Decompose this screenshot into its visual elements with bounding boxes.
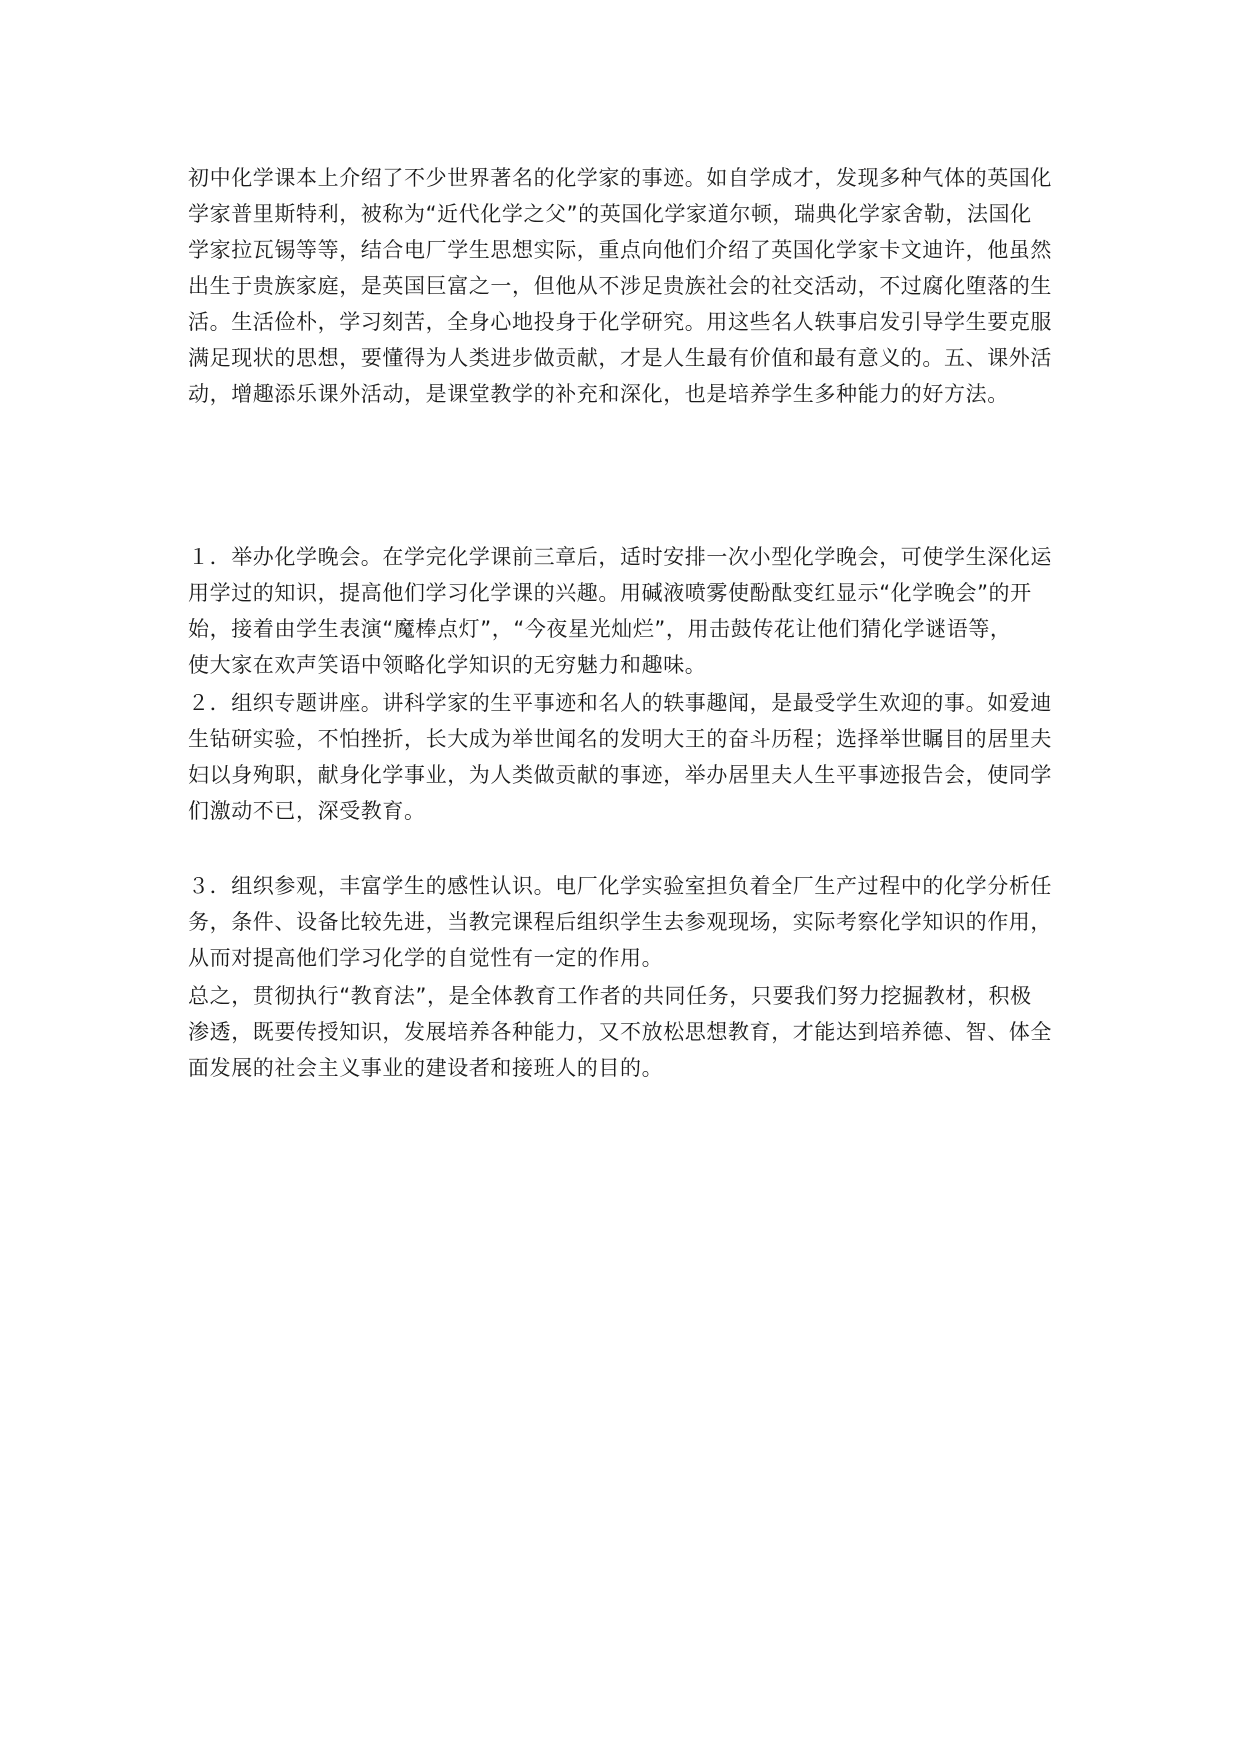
text-line: １．举办化学晚会。在学完化学课前三章后，适时安排一次小型化学晚会，可使学生深化运 [188,545,1052,569]
text-line: 学家普里斯特利，被称为“近代化学之父”的英国化学家道尔顿，瑞典化学家舍勒，法国化 [188,202,1032,226]
paragraph-chemistry-evening [188,539,1053,683]
text-line: 初中化学课本上介绍了不少世界著名的化学家的事迹。如自学成才，发现多种气体的英国化 [188,166,1052,190]
text-line: 出生于贵族家庭，是英国巨富之一，但他从不涉足贵族社会的社交活动，不过腐化堕落的生 [188,274,1052,298]
paragraph-special-lectures [188,685,1053,829]
text-line: 满足现状的思想，要懂得为人类进步做贡献，才是人生最有价值和最有意义的。五、课外活 [188,346,1052,370]
paragraph-chemists-intro [188,160,1053,412]
text-line: 面发展的社会主义事业的建设者和接班人的目的。 [188,1056,664,1080]
text-line: 生钻研实验，不怕挫折，长大成为举世闻名的发明大王的奋斗历程；选择举世瞩目的居里夫 [188,727,1052,751]
text-line: 动，增趣添乐课外活动，是课堂教学的补充和深化，也是培养学生多种能力的好方法。 [188,382,1009,406]
paragraph-conclusion [188,978,1053,1086]
text-line: 妇以身殉职，献身化学事业，为人类做贡献的事迹，举办居里夫人生平事迹报告会，使同学 [188,763,1052,787]
text-line: 始，接着由学生表演“魔棒点灯”，“今夜星光灿烂”，用击鼓传花让他们猜化学谜语等， [188,617,1012,641]
text-line: 活。生活俭朴，学习刻苦，全身心地投身于化学研究。用这些名人轶事启发引导学生要克服 [188,310,1052,334]
text-line: 总之，贯彻执行“教育法”，是全体教育工作者的共同任务，只要我们努力挖掘教材，积极 [188,984,1032,1008]
text-line: ３．组织参观，丰富学生的感性认识。电厂化学实验室担负着全厂生产过程中的化学分析任 [188,874,1052,898]
text-line: 从而对提高他们学习化学的自觉性有一定的作用。 [188,946,664,970]
text-line: 渗透，既要传授知识，发展培养各种能力，又不放松思想教育，才能达到培养德、智、体全 [188,1020,1052,1044]
text-line: 用学过的知识，提高他们学习化学课的兴趣。用碱液喷雾使酚酞变红显示“化学晚会”的开 [188,581,1032,605]
text-line: ２．组织专题讲座。讲科学家的生平事迹和名人的轶事趣闻，是最受学生欢迎的事。如爱迪 [188,691,1052,715]
paragraph-site-visits [188,868,1053,976]
text-line: 们激动不已，深受教育。 [188,799,426,823]
text-line: 学家拉瓦锡等等，结合电厂学生思想实际，重点向他们介绍了英国化学家卡文迪许，他虽然 [188,238,1052,262]
text-line: 务，条件、设备比较先进，当教完课程后组织学生去参观现场，实际考察化学知识的作用， [188,910,1052,934]
text-line: 使大家在欢声笑语中领略化学知识的无穷魅力和趣味。 [188,653,707,677]
